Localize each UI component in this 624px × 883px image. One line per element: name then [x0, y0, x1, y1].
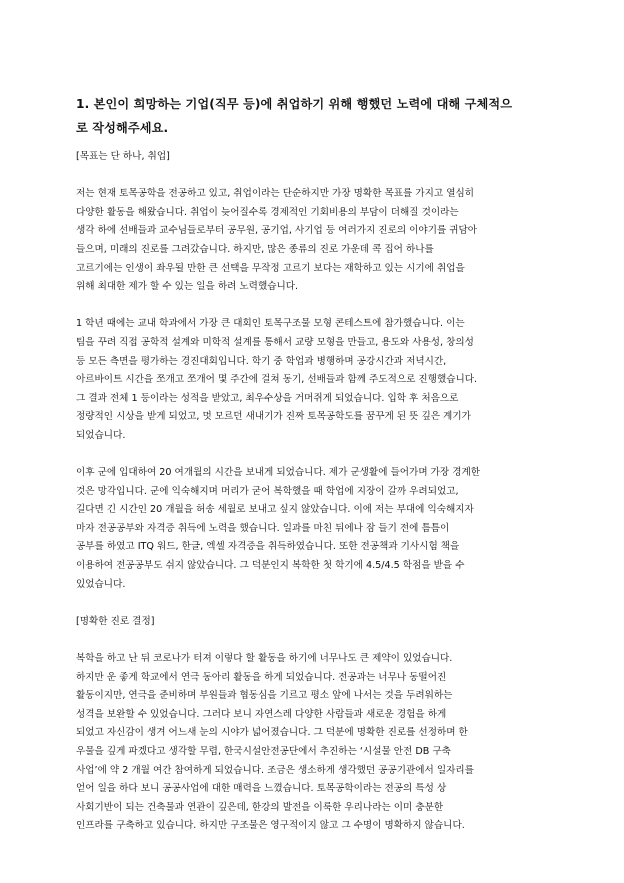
text-line: 이용하여 전공공부도 쉬지 않았습니다. 그 덕분인지 복학한 첫 학기에 4.5/4.5 학점을 받을 수	[76, 560, 465, 572]
text-line: 다양한 활동을 해왔습니다. 취업이 늦어질수록 경제적인 기회비용의 부담이 더해질 것이라는	[76, 206, 459, 218]
text-line: 팀을 꾸려 직접 공학적 설계와 미학적 설계를 통해서 교량 모형을 만들고, 용도와 사용성, 창의성	[76, 336, 474, 348]
text-line: 사업’에 약 2 개월 여간 참여하게 되었습니다. 조금은 생소하게 생각했던 공공기관에서 일자리를	[76, 764, 474, 776]
section-heading: [목표는 단 하나, 취업]	[76, 151, 170, 162]
text-line: 있었습니다.	[76, 578, 126, 590]
paragraph	[76, 650, 554, 836]
paragraph	[76, 464, 554, 594]
text-line: 인프라를 구축하고 있습니다. 하지만 구조물은 영구적이지 않고 그 수명이 명확하지 않습니다.	[76, 820, 465, 832]
text-line: 그 결과 전체 1 등이라는 성적을 받았고, 최우수상을 거머쥐게 되었습니다. 입학 후 처음으로	[76, 392, 459, 404]
answer-body	[76, 148, 554, 855]
text-line: 우물을 깊게 파겠다고 생각할 무렵, 한국시설안전공단에서 추진하는 ‘시설물 안전 DB 구축	[76, 746, 451, 757]
text-line: 등 모든 측면을 평가하는 경진대회입니다. 학기 중 학업과 병행하며 공강시간과 저녁시간,	[76, 355, 447, 367]
text-line: 들으며, 미래의 진로를 그려갔습니다. 하지만, 많은 종류의 진로 가운데 콕 집어 하나를	[76, 243, 434, 255]
text-line: 되었고 자신감이 생겨 어느새 눈의 시야가 넓어졌습니다. 그 덕분에 명확한 진로를 선정하며 한	[76, 727, 468, 739]
text-line: 사회기반이 되는 건축물과 연관이 깊은데, 한강의 발전을 이룩한 우리나라는 이미 충분한	[76, 801, 444, 813]
paragraph	[76, 315, 554, 445]
text-line: 복학을 하고 난 뒤 코로나가 터져 이렇다 할 활동을 하기에 너무나도 큰 제약이 있었습니다.	[76, 653, 453, 665]
text-line: 이후 군에 입대하여 20 여개월의 시간을 보내게 되었습니다. 제가 군생활에 들어가며 가장 경계한	[76, 467, 481, 479]
text-line: 저는 현재 토목공학을 전공하고 있고, 취업이라는 단순하지만 가장 명확한 목표를 가지고 열심히	[76, 188, 475, 200]
question-line: 로 작성해주세요.	[76, 121, 169, 135]
text-line: 하지만 운 좋게 학교에서 연극 동아리 활동을 하게 되었습니다. 전공과는 너무나 동떨어진	[76, 671, 447, 683]
question-title	[76, 92, 556, 140]
text-line: 아르바이트 시간을 쪼개고 쪼개어 몇 주간에 걸쳐 동기, 선배들과 함께 주도적으로 진행했습니다.	[76, 374, 478, 386]
text-line: 공부를 하였고 ITQ 워드, 한글, 엑셀 자격증을 취득하였습니다. 또한 전공책과 기사시험 책을	[76, 541, 460, 553]
text-line: 되었습니다.	[76, 429, 126, 441]
section-heading: [명확한 진로 결정]	[76, 615, 155, 627]
text-line: 마자 전공공부와 자격증 취득에 노력을 했습니다. 일과를 마친 뒤에나 잠 들기 전에 틈틈이	[76, 522, 450, 534]
text-line: 위해 최대한 제가 할 수 있는 일을 하려 노력했습니다.	[76, 281, 299, 293]
question-line: 1. 본인이 희망하는 기업(직무 등)에 취업하기 위해 행했던 노력에 대해 구체적으	[76, 97, 513, 111]
text-line: 길다면 긴 시간인 20 개월을 허송 세월로 보내고 싶지 않았습니다. 이에 저는 부대에 익숙해지자	[76, 504, 474, 516]
paragraph	[76, 185, 554, 297]
text-line: 정량적인 시상을 받게 되었고, 멋 모르던 새내기가 진짜 토목공학도를 꿈꾸게 된 뜻 깊은 계기가	[76, 411, 471, 423]
text-line: 활동이지만, 연극을 준비하며 부원들과 협동심을 기르고 평소 앞에 나서는 것을 두려워하는	[76, 690, 453, 702]
text-line: 고르기에는 인생이 좌우될 만한 큰 선택을 무작정 고르기 보다는 재학하고 있는 시기에 취업을	[76, 262, 465, 274]
text-line: 1 학년 때에는 교내 학과에서 가장 큰 대회인 토목구조물 모형 콘테스트에 참가했습니다. 이는	[76, 318, 465, 330]
text-line: 생각 하에 선배들과 교수님들로부터 공무원, 공기업, 사기업 등 여러가지 진로의 이야기를 귀담아	[76, 225, 478, 237]
text-line: 얻어 일을 하다 보니 공공사업에 대한 매력을 느꼈습니다. 토목공학이라는 전공의 특성 상	[76, 783, 447, 795]
text-line: 것은 망각입니다. 군에 익숙해지며 머리가 굳어 복학했을 때 학업에 지장이 갈까 우려되었고,	[76, 485, 459, 497]
text-line: 성격을 보완할 수 있었습니다. 그러다 보니 자연스레 다양한 사람들과 새로운 경험을 하게	[76, 708, 447, 720]
